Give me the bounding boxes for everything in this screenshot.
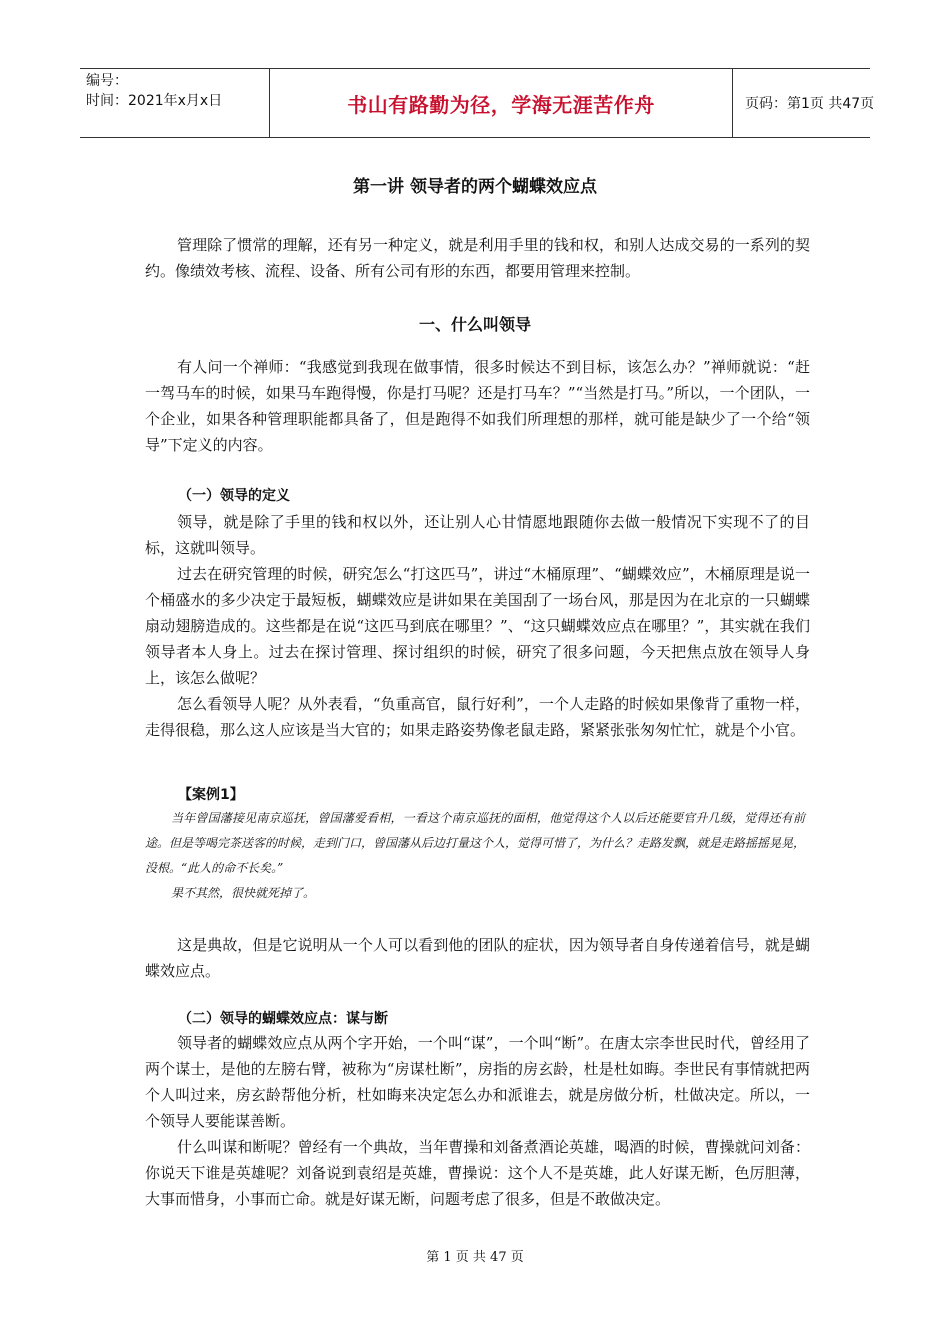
header-page-info: 页码：第1页 共47页 — [745, 96, 875, 112]
header-motto-cell — [270, 69, 733, 137]
case-paragraph: 当年曾国藩接见南京巡抚，曾国藩爱看相，一看这个南京巡抚的面相，他觉得这个人以后还能要官升几级，觉得还有前途。但是等喝完茶送客的时候，走到门口，曾国藩从后边打量这个人，觉得可惜了，为什么？走路发飘，就是走路摇摇晃晃，没根。“此人的命不长矣。” — [145, 811, 806, 875]
mou-duan-paragraph: 领导者的蝴蝶效应点从两个字开始，一个叫“谋”，一个叫“断”。在唐太宗李世民时代，曾经用了两个谋士，是他的左膀右臂，被称为“房谋杜断”，房指的房玄龄，杜是杜如晦。李世民有事情就把两个人叫过来，房玄龄帮他分析，杜如晦来决定怎么办和派谁去，就是房做分析，杜做决定。所以，一个领导人要能谋善断。 — [145, 1034, 810, 1130]
cao-cao-paragraph: 什么叫谋和断呢？曾经有一个典故，当年曹操和刘备煮酒论英雄，喝酒的时候，曹操就问刘备：你说天下谁是英雄呢？刘备说到袁绍是英雄，曹操说：这个人不是英雄，此人好谋无断，色厉胆薄，大事而惜身，小事而亡命。就是好谋无断，问题考虑了很多，但是不敢做决定。 — [145, 1138, 810, 1208]
header-motto: 书山有路勤为径，学海无涯苦作舟 — [347, 92, 655, 117]
page-header — [80, 68, 875, 138]
page-footer: 第 1 页 共 47 页 — [426, 1250, 524, 1265]
appearance-paragraph: 怎么看领导人呢？从外表看，“负重高官，鼠行好利”，一个人走路的时候如果像背了重物一样，走得很稳，那么这人应该是当大官的；如果走路姿势像老鼠走路，紧紧张张匆匆忙忙，就是个小官。 — [145, 695, 810, 739]
intro-paragraph: 管理除了惯常的理解，还有另一种定义，就是利用手里的钱和权，和别人达成交易的一系列的契约。像绩效考核、流程、设备、所有公司有形的东西，都要用管理来控制。 — [145, 236, 810, 280]
after-case-paragraph: 这是典故，但是它说明从一个人可以看到他的团队的症状，因为领导者自身传递着信号，就是蝴蝶效应点。 — [145, 936, 810, 980]
butterfly-paragraph: 过去在研究管理的时候，研究怎么“打这匹马”，讲过“木桶原理”、“蝴蝶效应”，木桶原理是说一个桶盛水的多少决定于最短板，蝴蝶效应是讲如果在美国刮了一场台风，那是因为在北京的一只蝴蝶扇动翅膀造成的。这些都是在说“这匹马到底在哪里？”、“这只蝴蝶效应点在哪里？”，其实就在我们领导者本人身上。过去在探讨管理、探讨组织的时候，研究了很多问题，今天把焦点放在领导人身上，该怎么做呢？ — [145, 565, 810, 687]
document-date-label: 时间：2021年x月x日 — [86, 93, 223, 109]
header-meta — [80, 69, 270, 137]
subsection-heading-definition: （一）领导的定义 — [178, 488, 290, 504]
definition-paragraph: 领导，就是除了手里的钱和权以外，还让别人心甘情愿地跟随你去做一般情况下实现不了的目标，这就叫领导。 — [145, 513, 810, 557]
subsection-heading-butterfly: （二）领导的蝴蝶效应点：谋与断 — [178, 1011, 388, 1027]
lecture-title: 第一讲 领导者的两个蝴蝶效应点 — [353, 177, 597, 197]
case-conclusion: 果不其然，很快就死掉了。 — [171, 886, 316, 900]
document-number-label: 编号： — [86, 73, 128, 89]
section-heading: 一、什么叫领导 — [418, 315, 531, 334]
section1-paragraph: 有人问一个禅师：“我感觉到我现在做事情，很多时候达不到目标，该怎么办？”禅师就说：“赶一驾马车的时候，如果马车跑得慢，你是打马呢？还是打马车？”“当然是打马。”所以，一个团队，一个企业，如果各种管理职能都具备了，但是跑得不如我们所理想的那样，就可能是缺少了一个给“领导”下定义的内容。 — [145, 358, 810, 454]
case-label: 【案例1】 — [178, 787, 244, 803]
